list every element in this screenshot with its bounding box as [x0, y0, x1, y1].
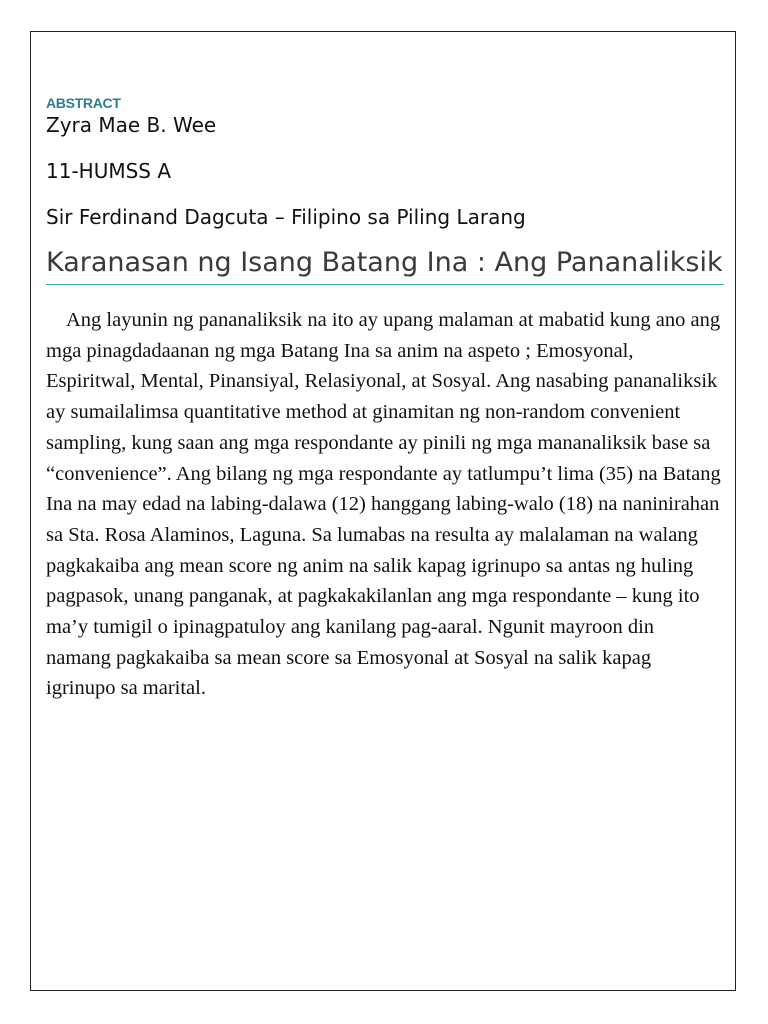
document-title: Karanasan ng Isang Batang Ina : Ang Pananaliksik	[46, 247, 723, 278]
class-section: 11-HUMSS A	[46, 159, 172, 183]
document-page	[30, 31, 736, 991]
document-content	[46, 94, 724, 704]
teacher-subject: Sir Ferdinand Dagcuta – Filipino sa Piling Larang	[46, 205, 526, 229]
abstract-paragraph: Ang layunin ng pananaliksik na ito ay upang malaman at mabatid kung ano ang mga pinagdadaanan ng mga Batang Ina sa anim na aspeto ; Emosyonal, Espiritwal, Mental, Pinansiyal, Relasiyonal, at Sosyal. Ang nasabing pananaliksik ay sumailalimsa quantitative method at ginamitan ng non-random convenient sampling, kung saan ang mga respondante ay pinili ng mga mananaliksik base sa “convenience”. Ang bilang ng mga respondante ay tatlumpu’t lima (35) na Batang Ina na may edad na labing-dalawa (12) hanggang labing-walo (18) na naninirahan sa Sta. Rosa Alaminos, Laguna. Sa lumabas na resulta ay malalaman na walang pagkakaiba ang mean score ng anim na salik kapag igrinupo sa antas ng huling pagpasok, unang panganak, at pagkakakilanlan ang mga respondante – kung ito ma’y tumigil o ipinagpatuloy ang kanilang pag-aaral. Ngunit mayroon din namang pagkakaiba sa mean score sa Emosyonal at Sosyal na salik kapag igrinupo sa marital.	[46, 309, 721, 700]
author-name: Zyra Mae B. Wee	[46, 113, 217, 137]
section-label: ABSTRACT	[46, 95, 121, 111]
title-underline	[46, 284, 724, 285]
